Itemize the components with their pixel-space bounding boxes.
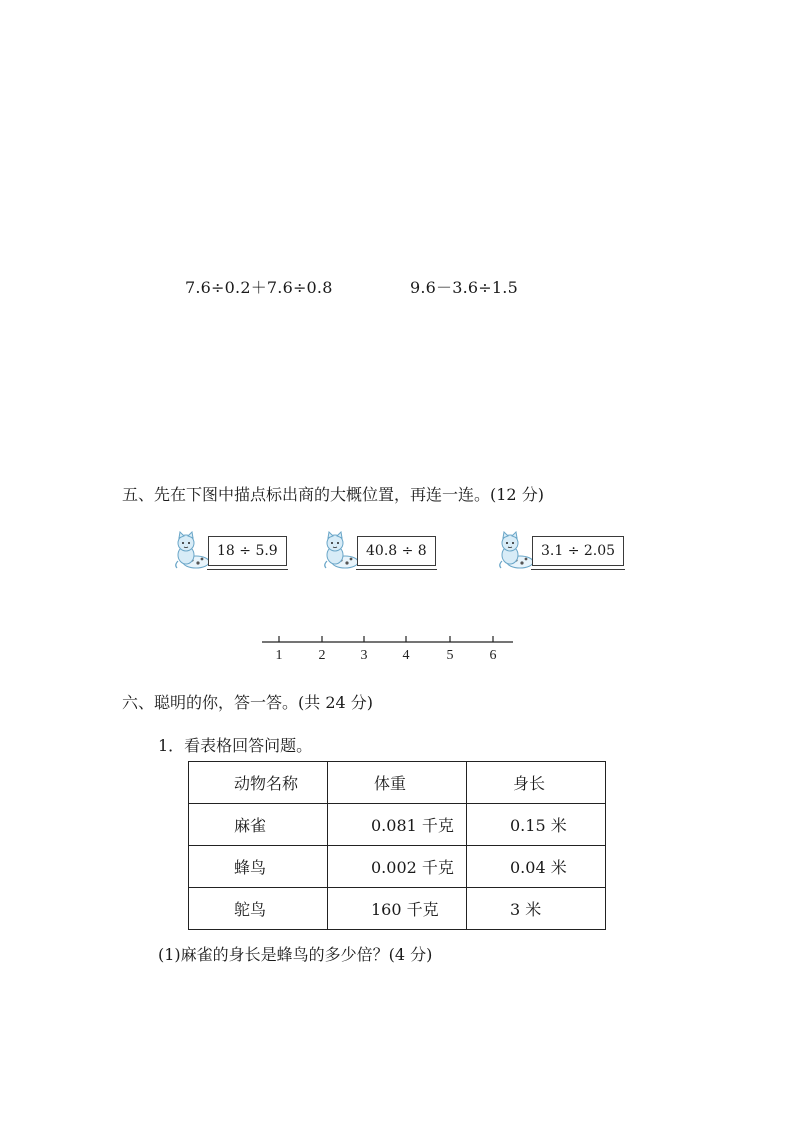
table-cell: 0.002 千克 — [371, 858, 454, 877]
section-6-heading: 六、聪明的你，答一答。(共 24 分) — [122, 693, 374, 712]
table-cell: 蜂鸟 — [234, 858, 267, 877]
division-card-1 — [172, 531, 287, 571]
table-cell: 160 千克 — [371, 900, 439, 919]
header-cell: 身长 — [513, 774, 546, 793]
table-header-row — [189, 762, 606, 804]
table-row — [189, 804, 606, 846]
expression-1: 7.6÷0.2＋7.6÷0.8 — [185, 278, 333, 297]
header-cell: 动物名称 — [234, 774, 299, 793]
table-cell: 0.04 米 — [510, 858, 567, 877]
cat-icon — [172, 531, 210, 571]
question-1: 1．看表格回答问题。 — [158, 736, 313, 755]
tick-label: 4 — [402, 648, 410, 663]
cat-icon — [496, 531, 534, 571]
table-cell: 鸵鸟 — [234, 900, 267, 919]
table-cell: 0.081 千克 — [371, 816, 454, 835]
division-card-3 — [496, 531, 624, 571]
tick-label: 5 — [446, 648, 454, 663]
division-board — [208, 536, 287, 566]
table-row — [189, 888, 606, 930]
cat-icon — [321, 531, 359, 571]
division-board — [532, 536, 624, 566]
table-cell: 0.15 米 — [510, 816, 567, 835]
animal-table — [188, 761, 606, 930]
division-expression: 3.1 ÷ 2.05 — [541, 543, 616, 559]
expression-2: 9.6－3.6÷1.5 — [410, 278, 518, 297]
tick-label: 6 — [489, 648, 497, 663]
tick-label: 1 — [275, 648, 283, 663]
division-board — [357, 536, 436, 566]
sub-question-1: (1)麻雀的身长是蜂鸟的多少倍？(4 分) — [158, 945, 433, 964]
division-expression: 40.8 ÷ 8 — [366, 543, 427, 559]
number-line — [255, 632, 520, 664]
table-cell: 3 米 — [510, 900, 542, 919]
table-row — [189, 846, 606, 888]
header-cell: 体重 — [374, 774, 407, 793]
division-card-2 — [321, 531, 436, 571]
table-cell: 麻雀 — [234, 816, 267, 835]
section-5-heading: 五、先在下图中描点标出商的大概位置，再连一连。(12 分) — [122, 485, 544, 504]
tick-label: 3 — [360, 648, 368, 663]
tick-label: 2 — [318, 648, 326, 663]
division-expression: 18 ÷ 5.9 — [217, 543, 278, 559]
